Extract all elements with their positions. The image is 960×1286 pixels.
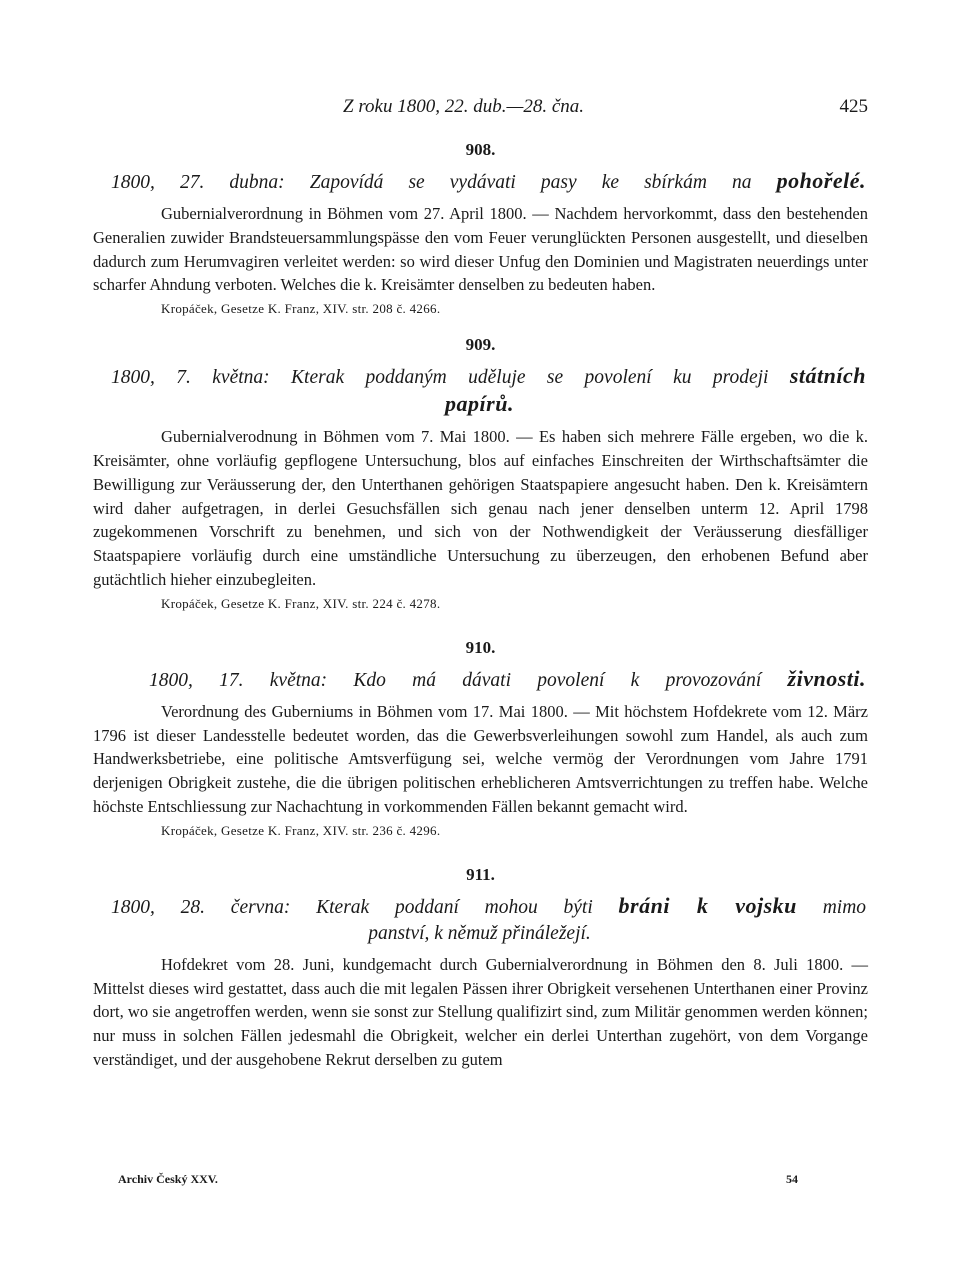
page-number: 425: [839, 96, 868, 117]
entry-911: [93, 865, 868, 1072]
running-title: Z roku 1800, 22. dub.—28. čna.: [343, 96, 585, 117]
entry-title-text: Zapovídá se vydávati pasy ke sbírkám na: [309, 172, 752, 193]
entry-number: 911.: [466, 864, 495, 884]
entry-keyword: státních: [789, 363, 866, 389]
running-header: [93, 96, 868, 126]
entry-body: [93, 700, 868, 819]
entry-910: [93, 638, 868, 839]
entry-date: 1800, 27. dubna:: [111, 172, 285, 193]
entry-title: [93, 666, 868, 694]
entry-date: 1800, 28. června:: [111, 896, 291, 918]
entry-keyword: živnosti.: [787, 665, 867, 691]
entry-date: 1800, 17. května:: [149, 669, 328, 691]
entry-keyword-continuation: papírů.: [445, 391, 514, 417]
entry-paragraph: Gubernialverordnung in Böhmen vom 27. April 1800. — Nachdem hervorkommt, dass den bestehenden Generalien zuwider Brandsteuersammlungspässe den vom Feuer verunglückten Personen ausgestellt, und dieselben dadurch zum Herumvagiren verleitet werden: so wird dieser Unfug den Dominien und Magistraten neuerdings unter scharfer Ahndung verboten. Welches die k. Kreisämter denselben zu bedeuten haben.: [93, 204, 868, 295]
entry-title-continuation: [93, 391, 868, 419]
entry-title-tail: mimo: [822, 896, 867, 918]
entry-citation: Kropáček, Gesetze K. Franz, XIV. str. 224 č. 4278.: [161, 595, 441, 611]
entry-number: 909.: [465, 335, 496, 355]
entry-citation: Kropáček, Gesetze K. Franz, XIV. str. 208 č. 4266.: [161, 301, 441, 317]
entry-number: 908.: [465, 140, 496, 159]
entry-date: 1800, 7. května:: [111, 367, 270, 389]
entry-title-text: Kterak poddaní mohou býti: [316, 896, 593, 918]
entry-keyword: bráni k vojsku: [618, 892, 797, 918]
entry-number: 910.: [465, 637, 496, 657]
footer-sheet-number: 54: [786, 1172, 798, 1186]
page-footer: [118, 1172, 798, 1192]
entry-keyword: pohořelé.: [776, 168, 867, 193]
entry-title: [93, 893, 868, 921]
entry-title-continuation: [93, 921, 868, 947]
entry-paragraph: Hofdekret vom 28. Juni, kundgemacht durch Gubernialverordnung in Böhmen den 8. Juli 1800. — Mittelst dieses wird gestattet, dass auch die mit legalen Pässen ihrer Obrigkeit versehenen Unterthanen einer Provinz dort, wo sie angetroffen werden, wenn sie sonst zur Stellung qualifizirt sind, zum Militär genommen werden können; nur muss in solchen Fällen jedesmahl die Obrigkeit, welcher ein derlei Unterthan zugehört, von dem Vorgange verständiget, und der ausgehobene Rekrut derselben zu gutem: [93, 954, 868, 1069]
entry-title: [93, 363, 868, 391]
entry-title-continuation-text: panství, k němuž přináležejí.: [368, 922, 591, 944]
entry-title-text: Kterak poddaným uděluje se povolení ku prodeji: [291, 367, 769, 389]
entry-body: [93, 202, 868, 297]
document-page: [93, 96, 868, 1072]
entry-title-text: Kdo má dávati povolení k provozování: [353, 669, 762, 691]
entry-paragraph: Gubernialverodnung in Böhmen vom 7. Mai 1800. — Es haben sich mehrere Fälle ergeben, wo die k. Kreisämter, ohne vorläufig gepflogene Untersuchung, blos auf einfaches Einschreiten der Wirthschaftsämter die Bewilligung zur Veräusserung der, den Unterthanen gehörigen Staatspapiere angesucht haben. Den k. Kreisämtern wird daher aufgetragen, in derlei Gesuchsfällen sich genau nach jener denselben unterm 12. April 1798 zugekommenen Vorschrift zu benehmen, und sich von der Nothwendigkeit der Veräusserung diesfälliger Staatspapiere vorläufig durch eine umständliche Untersuchung zu überzeugen, den erhobenen Befund aber gutächtlich hieher einzubegleiten.: [93, 427, 868, 589]
entry-body: [93, 953, 868, 1072]
entry-citation: Kropáček, Gesetze K. Franz, XIV. str. 236 č. 4296.: [161, 822, 441, 838]
entry-paragraph: Verordnung des Guberniums in Böhmen vom 17. Mai 1800. — Mit höchstem Hofdekrete vom 12. März 1796 ist dieser Landesstelle bedeutet worden, das die Gewerbsverleihungen sowohl zum Handel, als auch zum Handwerksbetriebe, eine politische Amtsverfügung sei, welche vermög der Verordnungen vom Jahre 1791 derjenigen Obrigkeit zustehe, die die übrigen politischen erheblicheren Amtsverrichtungen zu treffen habe. Welche höchste Entschliessung zur Nachachtung in vorkommenden Fällen bekannt gemacht wird.: [93, 701, 868, 816]
footer-signature: Archiv Český XXV.: [118, 1172, 218, 1186]
entry-909: [93, 335, 868, 612]
entry-body: [93, 425, 868, 592]
entry-title: [93, 168, 868, 196]
entry-908: [93, 140, 868, 317]
